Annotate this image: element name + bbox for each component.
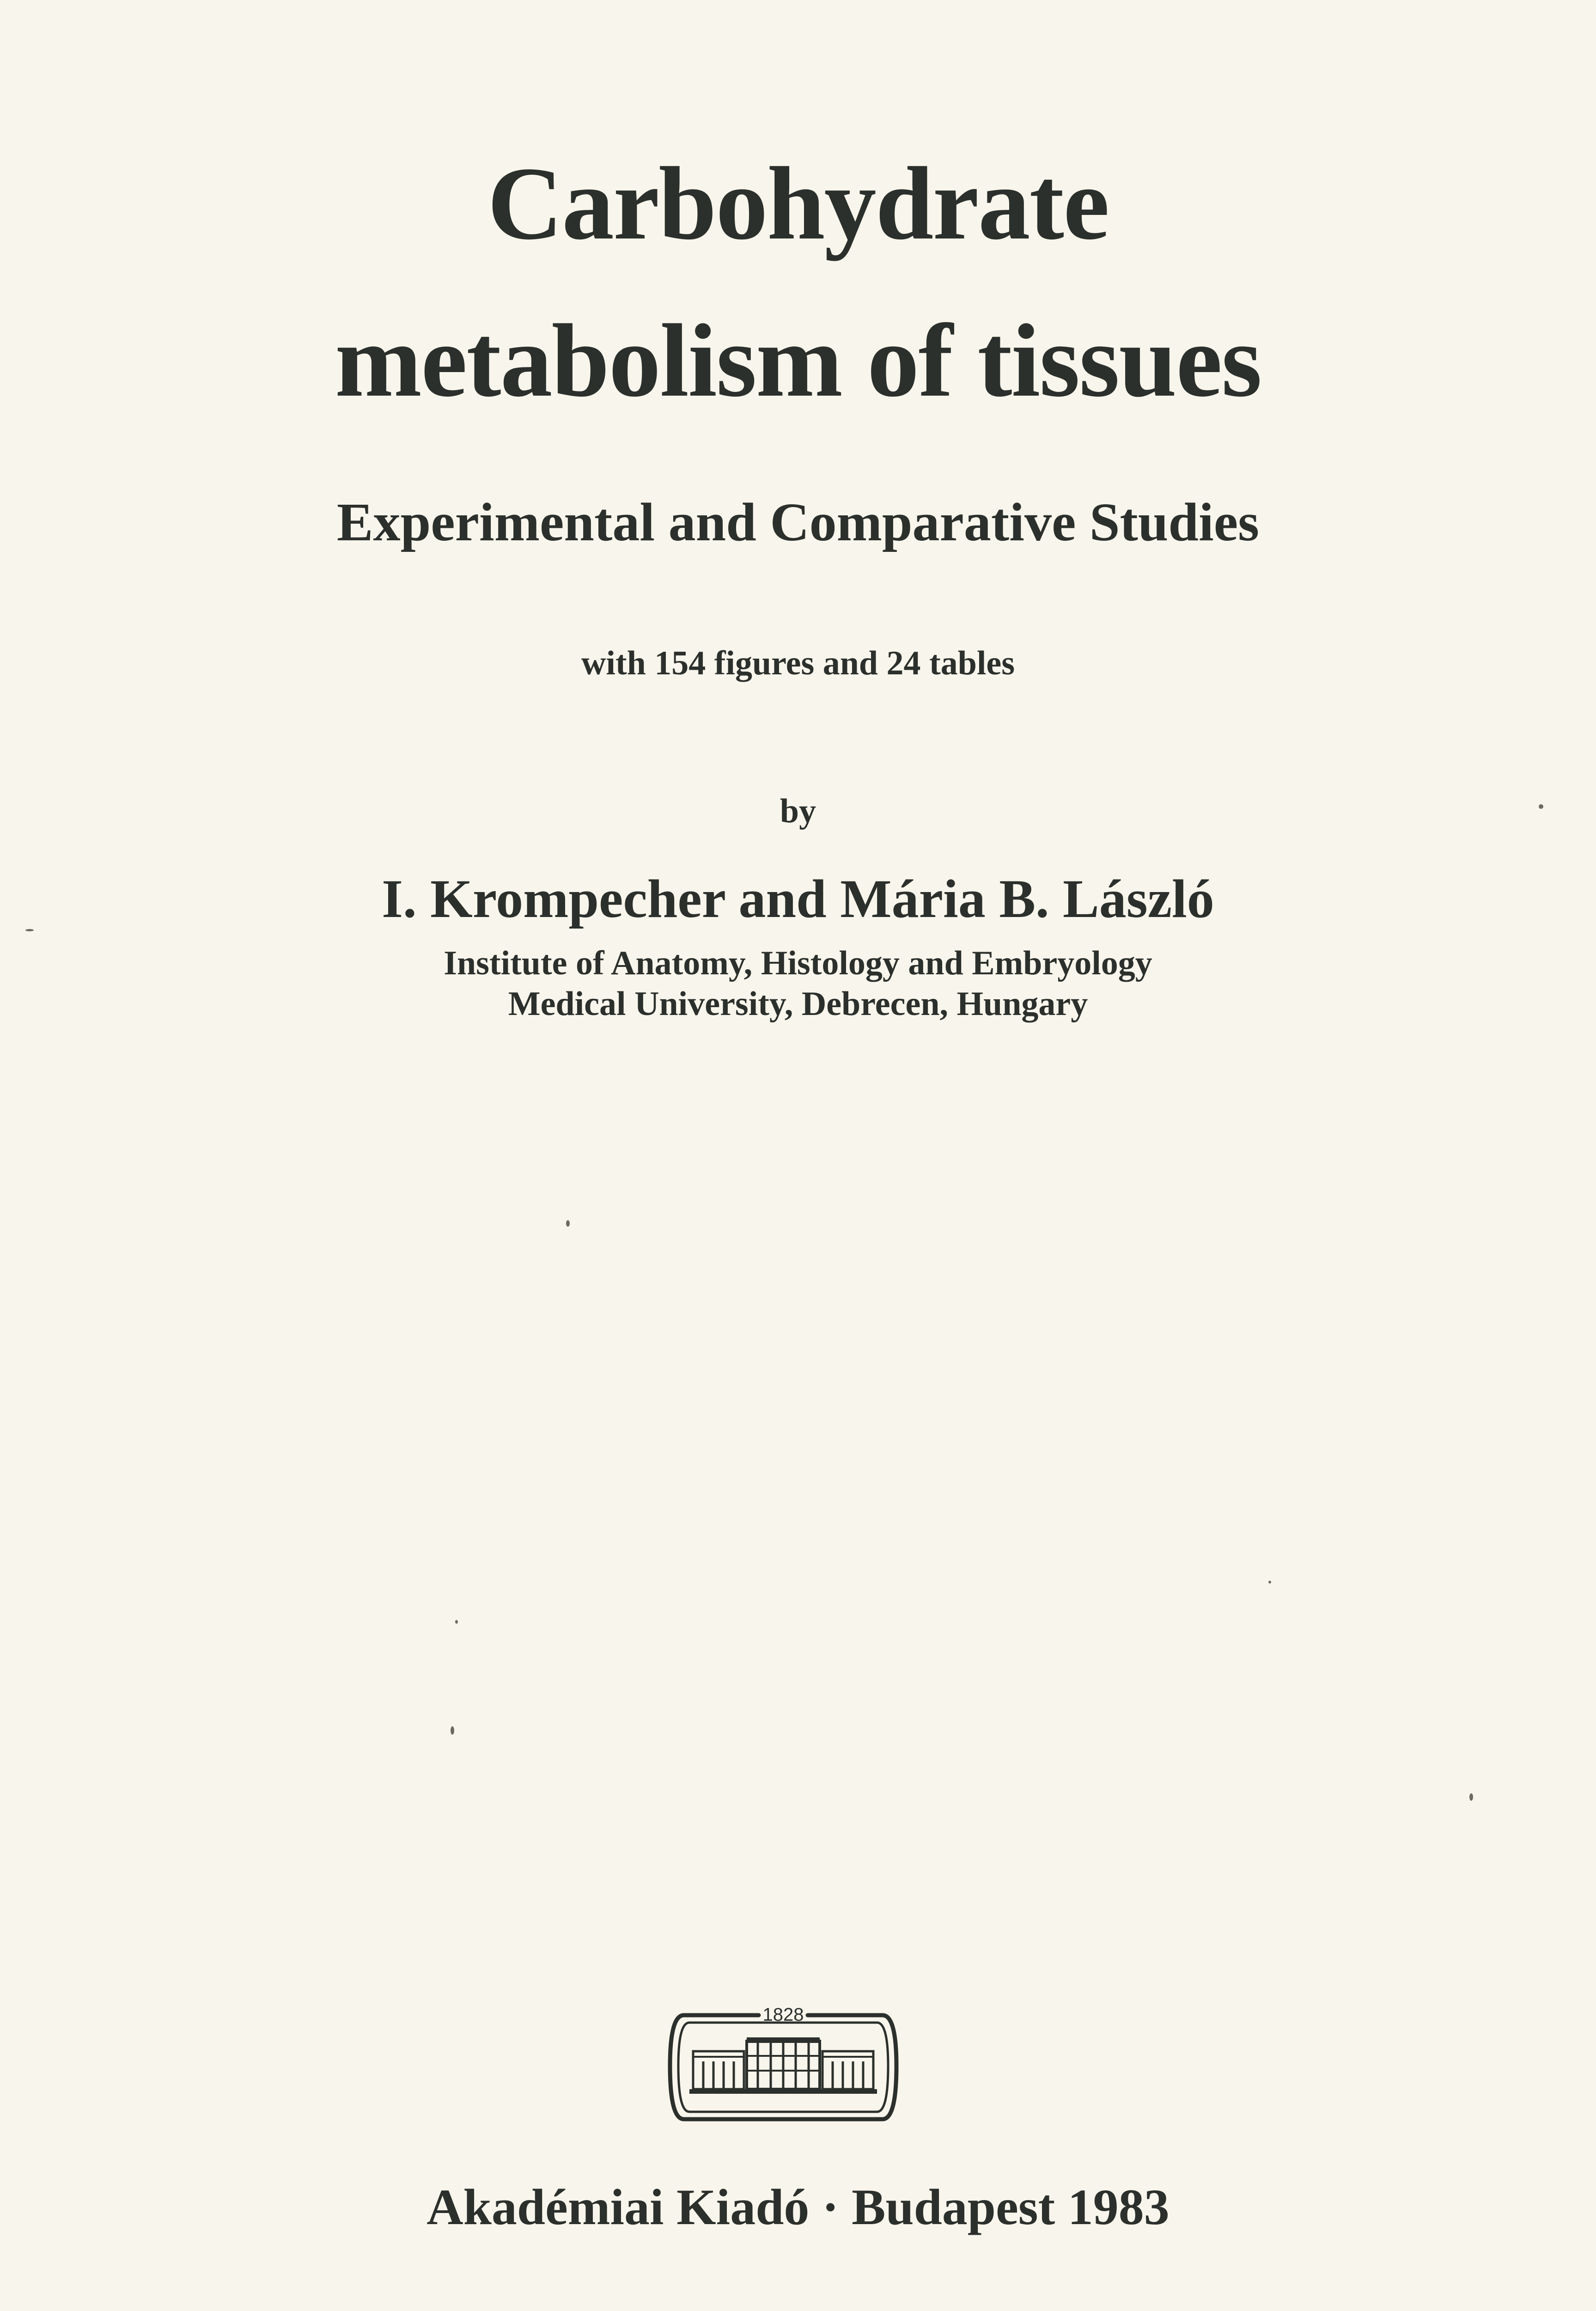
paper-speck xyxy=(455,1620,458,1624)
paper-speck xyxy=(25,929,34,931)
building-emblem-icon xyxy=(665,1997,901,2135)
by-label: by xyxy=(780,792,816,830)
paper-speck xyxy=(566,1220,570,1227)
paper-speck xyxy=(1469,1793,1473,1801)
authors: I. Krompecher and Mária B. László xyxy=(382,868,1214,929)
paper-speck xyxy=(1539,804,1543,809)
publisher-imprint: Akadémiai Kiadó · Budapest 1983 xyxy=(426,2179,1170,2235)
figures-note: with 154 figures and 24 tables xyxy=(581,644,1015,682)
affiliation-line-1: Institute of Anatomy, Histology and Embryology xyxy=(444,944,1152,982)
book-subtitle: Experimental and Comparative Studies xyxy=(336,492,1260,552)
paper-speck xyxy=(451,1726,454,1735)
book-title-line-1: Carbohydrate xyxy=(487,146,1109,261)
book-title-line-2: metabolism of tissues xyxy=(335,303,1261,418)
paper-speck xyxy=(1268,1581,1271,1583)
emblem-year: 1828 xyxy=(762,2005,804,2025)
affiliation-line-2: Medical University, Debrecen, Hungary xyxy=(508,985,1088,1023)
